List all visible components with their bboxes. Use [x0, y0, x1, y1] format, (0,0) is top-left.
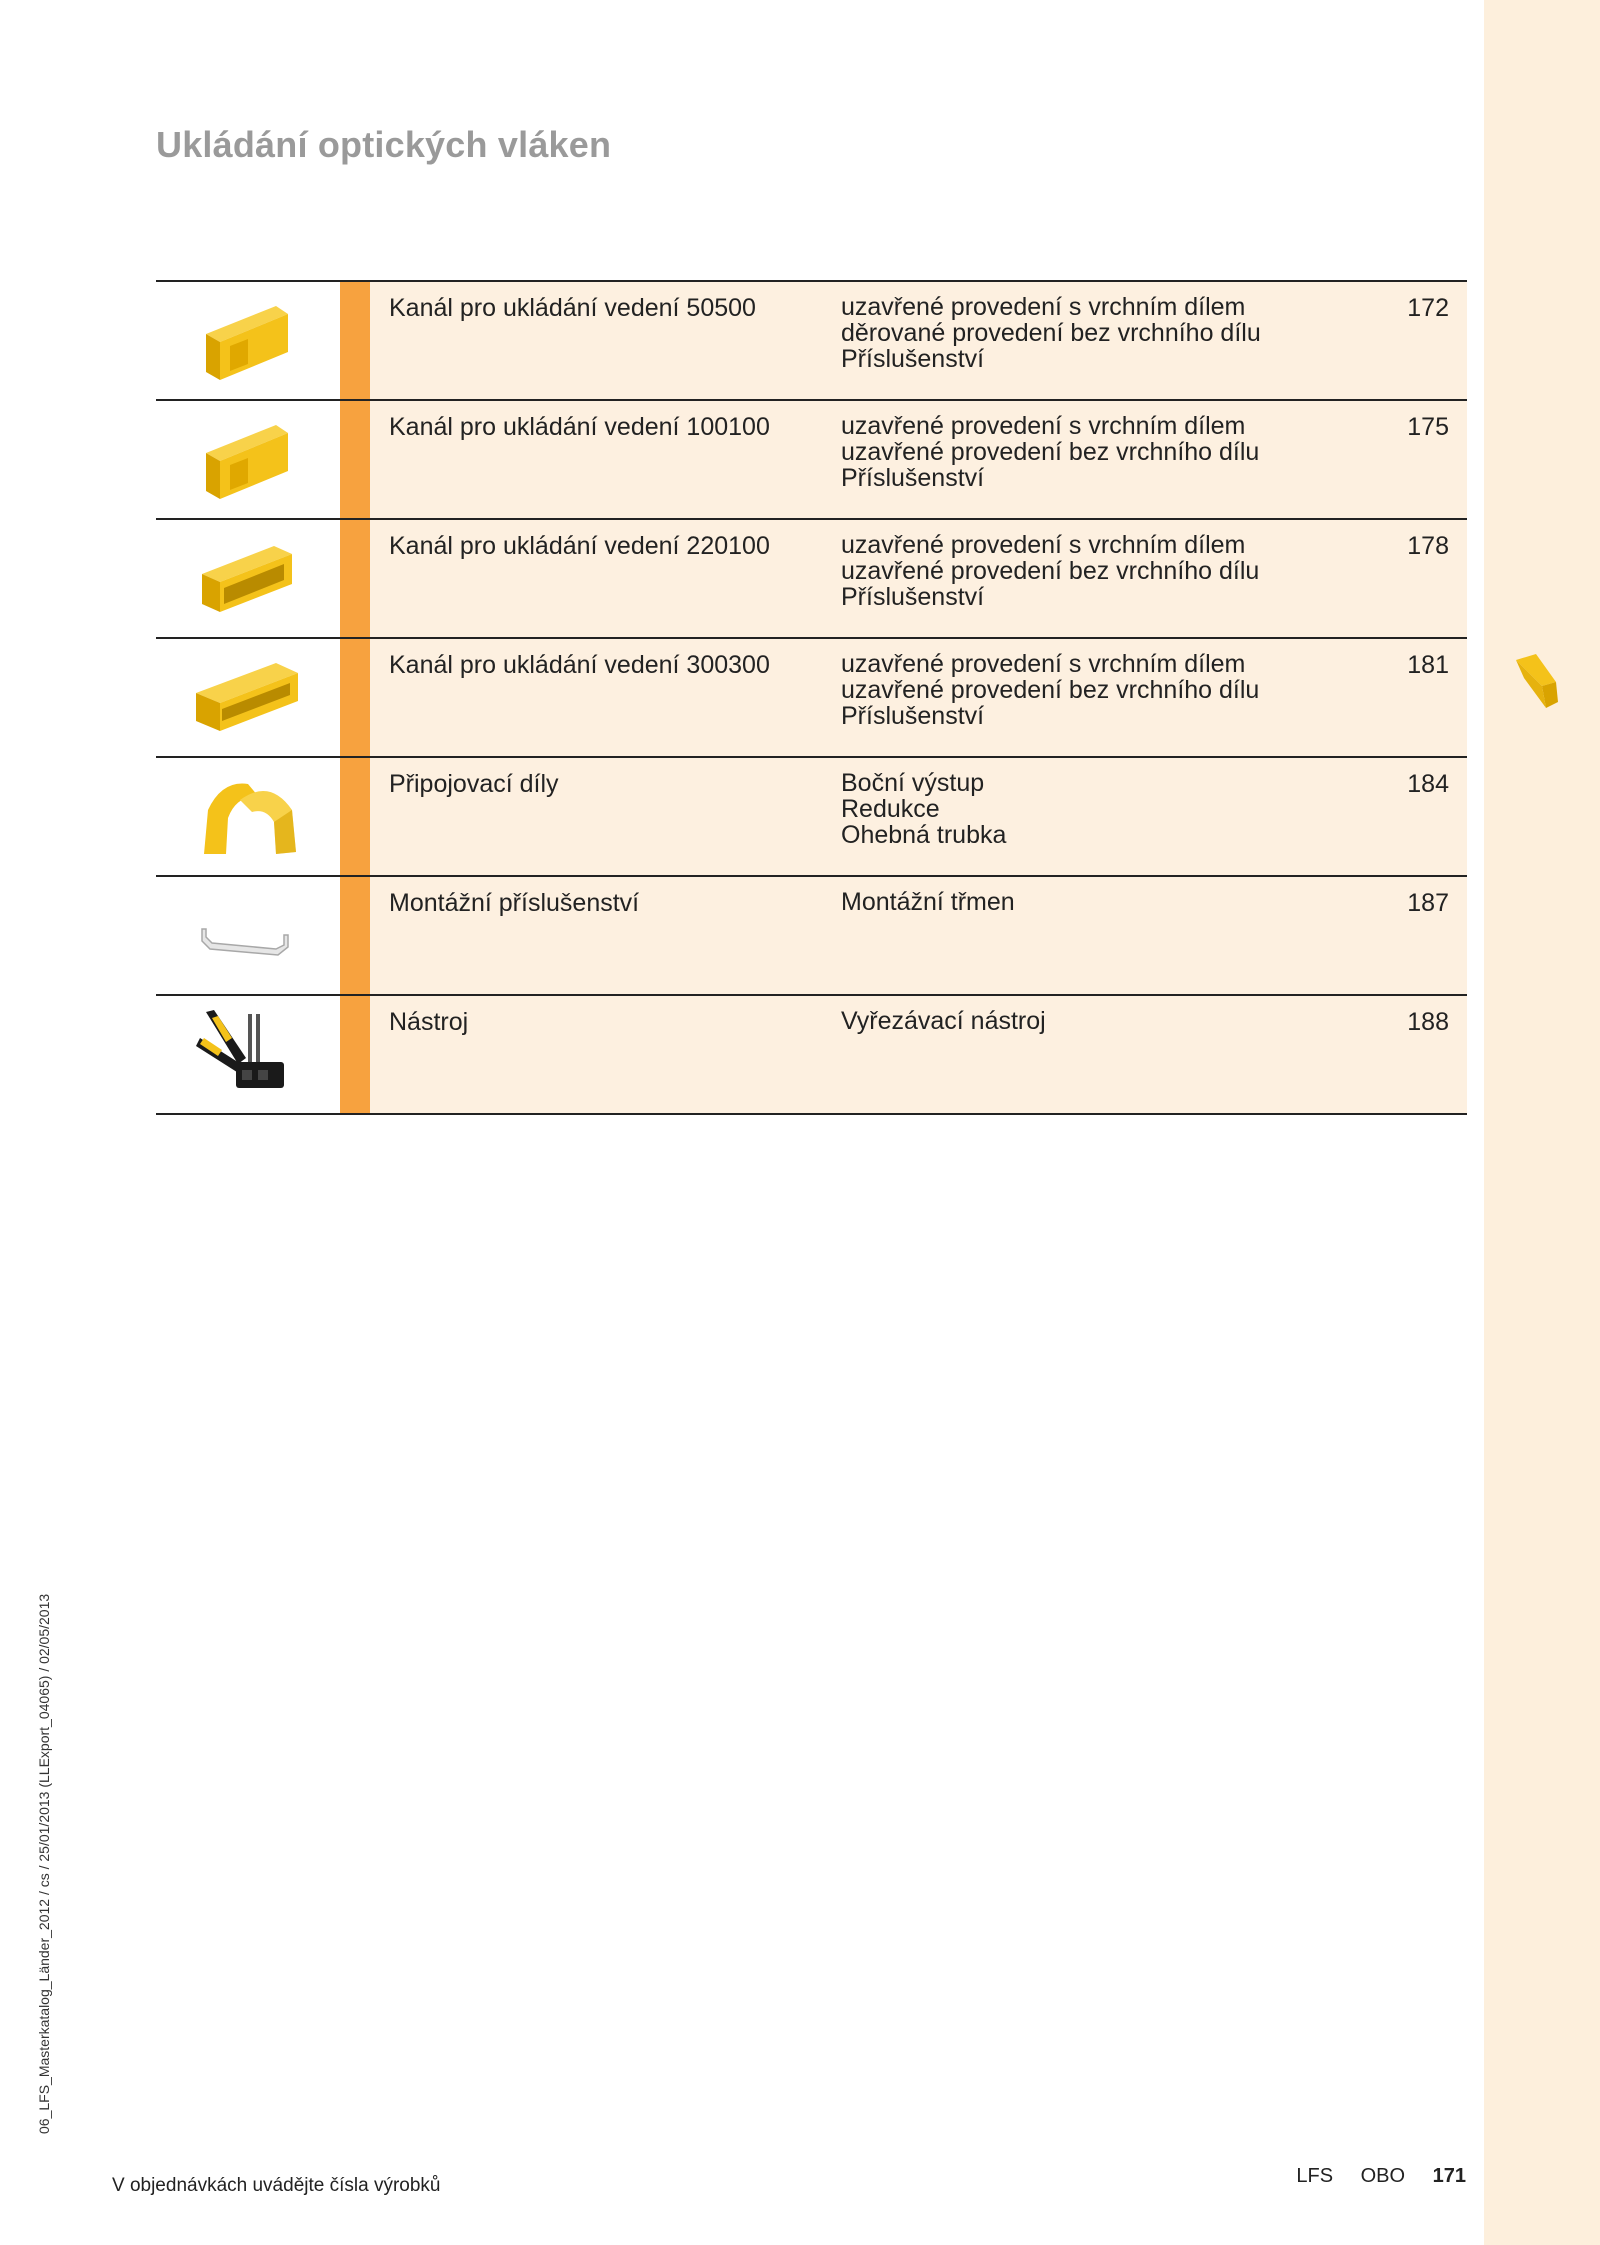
- accent-bar: [340, 758, 370, 875]
- footer-right: [1274, 2165, 1466, 2188]
- detail-line: uzavřené provedení s vrchním dílem: [841, 531, 1246, 559]
- page-reference[interactable]: 172: [1407, 294, 1449, 322]
- accent-bar: [340, 282, 370, 399]
- connector-parts-icon: [192, 770, 302, 862]
- footer-page-number: 171: [1432, 2165, 1466, 2187]
- accent-bar: [340, 401, 370, 518]
- page-title: Ukládání optických vláken: [156, 124, 612, 165]
- row-details: [841, 413, 1259, 491]
- row-details: [841, 532, 1259, 610]
- toc-row[interactable]: [156, 401, 1467, 520]
- thumbnail: [156, 758, 340, 875]
- document-meta: 06_LFS_Masterkatalog_Länder_2012 / cs / 25/01/2013 (LLExport_04065) / 02/05/2013: [36, 1593, 52, 2134]
- page-reference[interactable]: 187: [1407, 889, 1449, 917]
- thumbnail: [156, 520, 340, 637]
- row-details: [841, 889, 1015, 915]
- detail-line: Ohebná trubka: [841, 821, 1007, 849]
- channel-50500-icon: [192, 294, 302, 386]
- detail-line: děrované provedení bez vrchního dílu: [841, 319, 1261, 347]
- footer-note: V objednávkách uvádějte čísla výrobků: [112, 2175, 441, 2196]
- row-title: Připojovací díly: [389, 770, 559, 798]
- channel-220100-icon: [192, 532, 302, 624]
- page-reference[interactable]: 184: [1407, 770, 1449, 798]
- toc-row[interactable]: [156, 520, 1467, 639]
- side-strip: [1484, 0, 1600, 2245]
- cutting-tool-icon: [192, 1008, 302, 1100]
- row-details: [841, 770, 1006, 848]
- page-reference[interactable]: 188: [1407, 1008, 1449, 1036]
- accent-bar: [340, 520, 370, 637]
- channel-tab-icon: [1512, 652, 1564, 712]
- row-title: Kanál pro ukládání vedení 300300: [389, 651, 770, 679]
- accent-bar: [340, 877, 370, 994]
- row-details: [841, 651, 1259, 729]
- row-details: [841, 1008, 1046, 1034]
- toc-row[interactable]: [156, 639, 1467, 758]
- thumbnail: [156, 401, 340, 518]
- row-title: Montážní příslušenství: [389, 889, 640, 917]
- detail-line: Montážní třmen: [841, 888, 1015, 916]
- channel-300300-icon: [192, 651, 302, 743]
- detail-line: uzavřené provedení s vrchním dílem: [841, 293, 1246, 321]
- detail-line: Příslušenství: [841, 464, 985, 492]
- toc-row[interactable]: [156, 758, 1467, 877]
- mounting-bracket-icon: [192, 889, 302, 981]
- detail-line: uzavřené provedení bez vrchního dílu: [841, 438, 1260, 466]
- footer-brand: OBO: [1360, 2165, 1406, 2187]
- row-title: Kanál pro ukládání vedení 50500: [389, 294, 756, 322]
- detail-line: Boční výstup: [841, 769, 985, 797]
- thumbnail: [156, 877, 340, 994]
- thumbnail: [156, 639, 340, 756]
- page-reference[interactable]: 175: [1407, 413, 1449, 441]
- accent-bar: [340, 996, 370, 1113]
- page-reference[interactable]: 178: [1407, 532, 1449, 560]
- channel-100100-icon: [192, 413, 302, 505]
- page-reference[interactable]: 181: [1407, 651, 1449, 679]
- thumbnail: [156, 282, 340, 399]
- row-details: [841, 294, 1261, 372]
- toc-row[interactable]: [156, 996, 1467, 1115]
- toc-table: [156, 280, 1467, 1115]
- detail-line: Příslušenství: [841, 583, 985, 611]
- detail-line: Příslušenství: [841, 345, 985, 373]
- footer-section: LFS: [1296, 2165, 1334, 2187]
- detail-line: Redukce: [841, 795, 940, 823]
- thumbnail: [156, 996, 340, 1113]
- toc-row[interactable]: [156, 877, 1467, 996]
- accent-bar: [340, 639, 370, 756]
- detail-line: Příslušenství: [841, 702, 985, 730]
- row-title: Nástroj: [389, 1008, 469, 1036]
- toc-row[interactable]: [156, 282, 1467, 401]
- row-title: Kanál pro ukládání vedení 100100: [389, 413, 770, 441]
- detail-line: uzavřené provedení bez vrchního dílu: [841, 557, 1260, 585]
- detail-line: uzavřené provedení bez vrchního dílu: [841, 676, 1260, 704]
- detail-line: uzavřené provedení s vrchním dílem: [841, 412, 1246, 440]
- row-title: Kanál pro ukládání vedení 220100: [389, 532, 770, 560]
- detail-line: uzavřené provedení s vrchním dílem: [841, 650, 1246, 678]
- detail-line: Vyřezávací nástroj: [841, 1007, 1046, 1035]
